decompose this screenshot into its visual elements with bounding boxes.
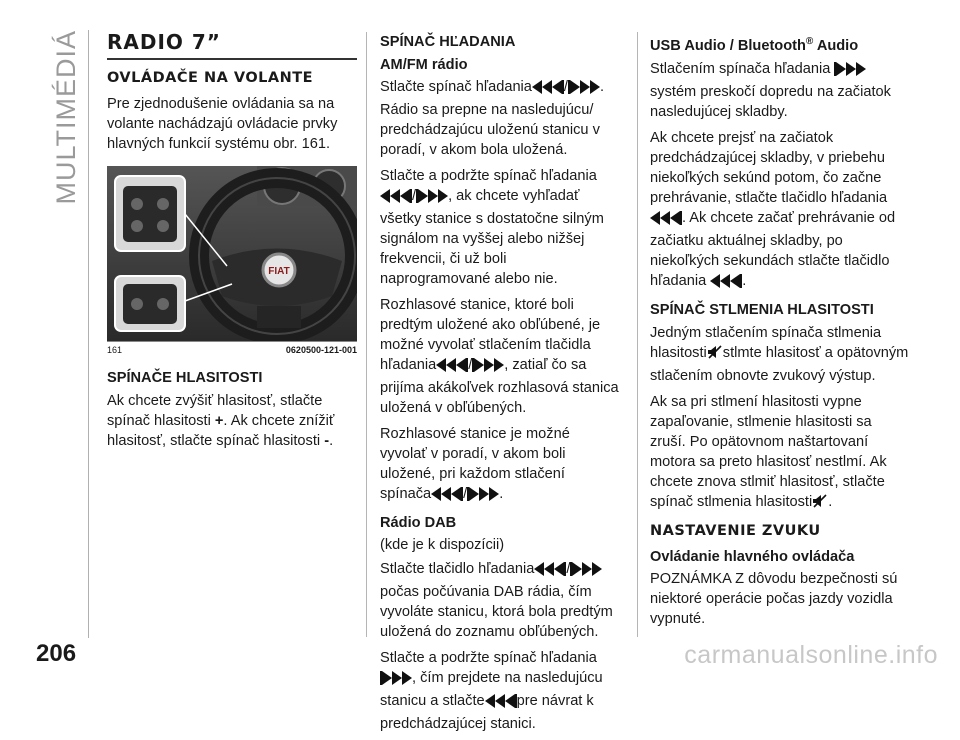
figure-caption: [107, 341, 357, 356]
paragraph: POZNÁMKA Z dôvodu bezpečnosti sú niektoré operácie počas jazdy vozidla vypnuté.: [650, 570, 898, 627]
title-underline: [107, 58, 357, 60]
steering-wheel-illustration: [107, 166, 357, 341]
section-heading-steering-controls: OVLÁDAČE NA VOLANTE: [107, 70, 314, 86]
paragraph: Stlačte a podržte spínač hľadania, čím prejdete na nasledujúcu stanicu a stlačte pre návrat k predchádzajúcej stanici.: [380, 650, 603, 732]
seek-forward-icon: [568, 80, 600, 100]
watermark: carmanualsonline.info: [684, 641, 938, 669]
mute-icon: [707, 344, 723, 366]
seek-forward-icon: [472, 358, 504, 378]
subheading-am-fm: AM/FM rádio: [380, 57, 468, 73]
seek-forward-icon: [570, 562, 602, 582]
seek-back-icon: [710, 274, 742, 294]
paragraph: Stlačte tlačidlo hľadania /počas počúvania DAB rádia, čím vyvoláte stanicu, ktorá bola predtým uložená do zoznamu obľúbených.: [380, 561, 613, 640]
subheading-usb-bluetooth: USB Audio / Bluetooth® Audio: [650, 36, 859, 54]
paragraph: Stlačte a podržte spínač hľadania/ , ak chcete vyhľadať všetky stanice s dostatočne silným signálom na vyššej alebo nižšej frekvencii, či už boli naprogramované alebo nie.: [380, 168, 604, 287]
paragraph: Stlačením spínača hľadania systém preskočí dopredu na začiatok nasledujúcej skladby.: [650, 60, 891, 120]
fiat-logo: FIAT: [268, 266, 290, 277]
column-divider: [637, 32, 638, 637]
seek-forward-icon: [467, 487, 499, 507]
paragraph: Pre zjednodušenie ovládania sa na volante nachádzajú ovládacie prvky hlavných funkcií systému obr. 161.: [107, 96, 338, 152]
steering-wheel-figure: [107, 166, 357, 341]
seek-back-icon: [431, 487, 463, 507]
column-1: [107, 32, 357, 457]
paragraph: Ak chcete prejsť na začiatok predchádzajúcej skladby, v priebehu niekoľkých sekúnd potom, čo začne prehrávanie, stlačte tlačidlo hľadania . Ak chcete začať prehrávanie od začiatku aktuálnej skladby, po niekoľkých sekundách stlačte tlačidlo hľadania .: [650, 128, 910, 294]
section-heading-volume: SPÍNAČE HLASITOSTI: [107, 370, 263, 386]
figure-number: 161: [107, 345, 123, 355]
section-heading-sound: NASTAVENIE ZVUKU: [650, 522, 821, 539]
side-divider: [88, 30, 89, 638]
subheading-main-control: Ovládanie hlavného ovládača: [650, 548, 855, 565]
dab-note: (kde je k dispozícii): [380, 537, 505, 553]
mute-icon: [812, 493, 828, 515]
paragraph: Jedným stlačením spínača stlmenia hlasitosti stlmte hlasitosť a opätovným stlačením obnovte zvukový výstup.: [650, 324, 909, 384]
chapter-side-label: MULTIMÉDIÁ: [50, 30, 81, 205]
seek-back-icon: [650, 211, 682, 231]
subheading-dab: Rádio DAB: [380, 515, 457, 531]
column-3: [650, 32, 910, 635]
seek-back-icon: [485, 694, 517, 714]
paragraph: Ak chcete zvýšiť hlasitosť, stlačte spínač hlasitosti +. Ak chcete znížiť hlasitosť, stlačte spínač hlasitosti -.: [107, 393, 335, 449]
column-divider: [366, 32, 367, 637]
seek-forward-icon: [380, 671, 412, 691]
seek-back-icon: [534, 562, 566, 582]
seek-back-icon: [436, 358, 468, 378]
page-number: 206: [36, 640, 77, 667]
paragraph: Ak sa pri stlmení hlasitosti vypne zapaľovanie, stlmenie hlasitosti sa zruší. Po opätovnom naštartovaní motora sa preto hlasitosť nestlmí. Ak chcete znova stlmiť hlasitosť, stlačte spínač stlmenia hlasitosti .: [650, 392, 910, 515]
seek-forward-icon: [416, 189, 448, 209]
seek-back-icon: [380, 189, 412, 209]
seek-forward-icon: [834, 62, 866, 82]
seek-back-icon: [532, 80, 564, 100]
section-heading-mute: SPÍNAČ STLMENIA HLASITOSTI: [650, 301, 874, 318]
paragraph: Rozhlasové stanice je možné vyvolať v poradí, v akom boli uložené, pri každom stlačení spínača / .: [380, 424, 620, 507]
paragraph: Rozhlasové stanice, ktoré boli predtým uložené ako obľúbené, je možné vyvolať stlačením tlačidla hľadania / , zatiaľ čo sa prijíma akákoľvek rozhlasová stanica uložená v obľúbených.: [380, 297, 619, 416]
paragraph: Stlačte spínač hľadania / . Rádio sa prepne na nasledujúcu/ predchádzajúcu uloženú stanicu v poradí, v akom bola uložená.: [380, 79, 605, 158]
page-title: RADIO 7”: [107, 30, 221, 54]
figure-code: 0620500-121-001: [285, 345, 357, 355]
column-2: [380, 32, 620, 740]
section-heading-seek: SPÍNAČ HĽADANIA: [380, 34, 516, 50]
